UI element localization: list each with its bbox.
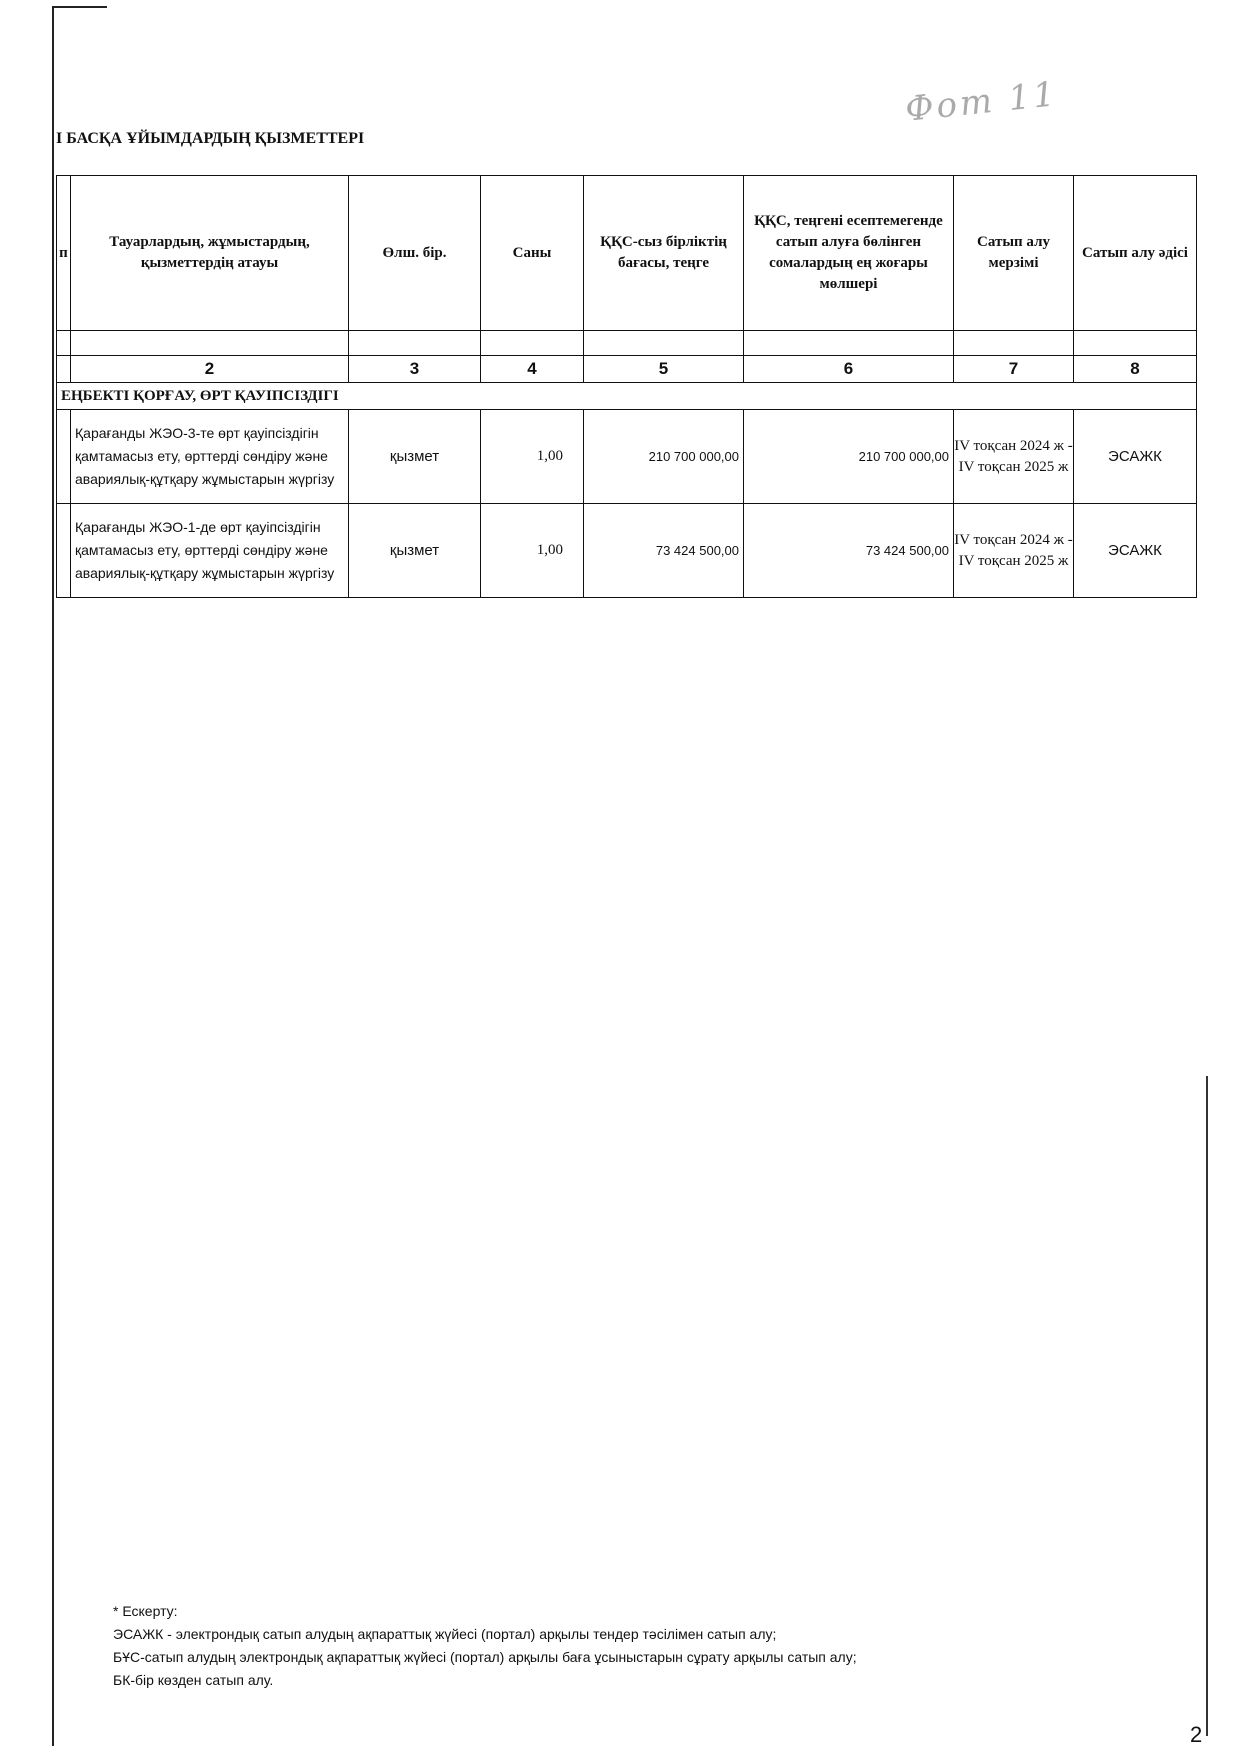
header-amount: ҚҚС, теңгені есептемегенде сатып алуға бөлінген сомалардың ең жоғары мөлшері xyxy=(744,176,954,331)
column-number: 2 xyxy=(71,356,349,383)
table-row xyxy=(57,410,1197,504)
item-name: Қарағанды ЖЭО-3-те өрт қауіпсіздігін қамтамасыз ету, өрттерді сөндіру және авариялық-құтқару жұмыстарын жүргізу xyxy=(71,410,349,504)
item-method: ЭСАЖК xyxy=(1074,504,1197,598)
column-number: 3 xyxy=(349,356,481,383)
blank-cell xyxy=(584,331,744,356)
table-blank-row xyxy=(57,331,1197,356)
category-row xyxy=(57,383,1197,410)
table-header-row xyxy=(57,176,1197,331)
column-number: 7 xyxy=(954,356,1074,383)
scan-border-left xyxy=(52,6,54,1746)
header-name: Тауарлардың, жұмыстардың, қызметтердің атауы xyxy=(71,176,349,331)
header-unit: Өлш. бір. xyxy=(349,176,481,331)
item-amount: 210 700 000,00 xyxy=(744,410,954,504)
item-price: 73 424 500,00 xyxy=(584,504,744,598)
blank-cell xyxy=(57,331,71,356)
blank-cell xyxy=(349,331,481,356)
footnote-line: БҰС-сатып алудың электрондық ақпараттық жүйесі (портал) арқылы баға ұсыныстарын сұрату арқылы сатып алу; xyxy=(113,1649,857,1665)
page-number: 2 xyxy=(1190,1722,1203,1747)
table-row xyxy=(57,504,1197,598)
item-name: Қарағанды ЖЭО-1-де өрт қауіпсіздігін қамтамасыз ету, өрттерді сөндіру және авариялық-құтқару жұмыстарын жүргізу xyxy=(71,504,349,598)
item-price: 210 700 000,00 xyxy=(584,410,744,504)
category-label: ЕҢБЕКТІ ҚОРҒАУ, ӨРТ ҚАУІПСІЗДІГІ xyxy=(57,383,1197,410)
item-qty: 1,00 xyxy=(481,410,584,504)
blank-cell xyxy=(744,331,954,356)
header-method: Сатып алу әдісі xyxy=(1074,176,1197,331)
item-method: ЭСАЖК xyxy=(1074,410,1197,504)
footnote-line: ЭСАЖК - электрондық сатып алудың ақпараттық жүйесі (портал) арқылы тендер тәсілімен сатып алу; xyxy=(113,1626,777,1642)
header-pp: п xyxy=(57,176,71,331)
footnote-block xyxy=(113,1600,857,1692)
column-number: 5 xyxy=(584,356,744,383)
scan-border-right xyxy=(1206,1076,1208,1736)
item-amount: 73 424 500,00 xyxy=(744,504,954,598)
row-pp xyxy=(57,410,71,504)
column-number-pp xyxy=(57,356,71,383)
blank-cell xyxy=(954,331,1074,356)
section-title: I БАСҚА ҰЙЫМДАРДЫҢ ҚЫЗМЕТТЕРІ xyxy=(56,130,365,147)
item-unit: қызмет xyxy=(349,410,481,504)
blank-cell xyxy=(481,331,584,356)
column-number: 6 xyxy=(744,356,954,383)
item-unit: қызмет xyxy=(349,504,481,598)
item-term: IV тоқсан 2024 ж - IV тоқсан 2025 ж xyxy=(954,504,1074,598)
blank-cell xyxy=(71,331,349,356)
blank-cell xyxy=(1074,331,1197,356)
column-number-row xyxy=(57,356,1197,383)
column-number: 4 xyxy=(481,356,584,383)
header-qty: Саны xyxy=(481,176,584,331)
row-pp xyxy=(57,504,71,598)
handwritten-mark: Фот 11 xyxy=(903,74,1060,130)
footnote-line: БК-бір көзден сатып алу. xyxy=(113,1672,274,1688)
header-term: Сатып алу мерзімі xyxy=(954,176,1074,331)
scan-border-top xyxy=(52,6,107,8)
procurement-table xyxy=(56,175,1197,598)
item-term: IV тоқсан 2024 ж - IV тоқсан 2025 ж xyxy=(954,410,1074,504)
header-price: ҚҚС-сыз бірліктің бағасы, теңге xyxy=(584,176,744,331)
column-number: 8 xyxy=(1074,356,1197,383)
item-qty: 1,00 xyxy=(481,504,584,598)
footnote-title: * Ескерту: xyxy=(113,1603,178,1619)
